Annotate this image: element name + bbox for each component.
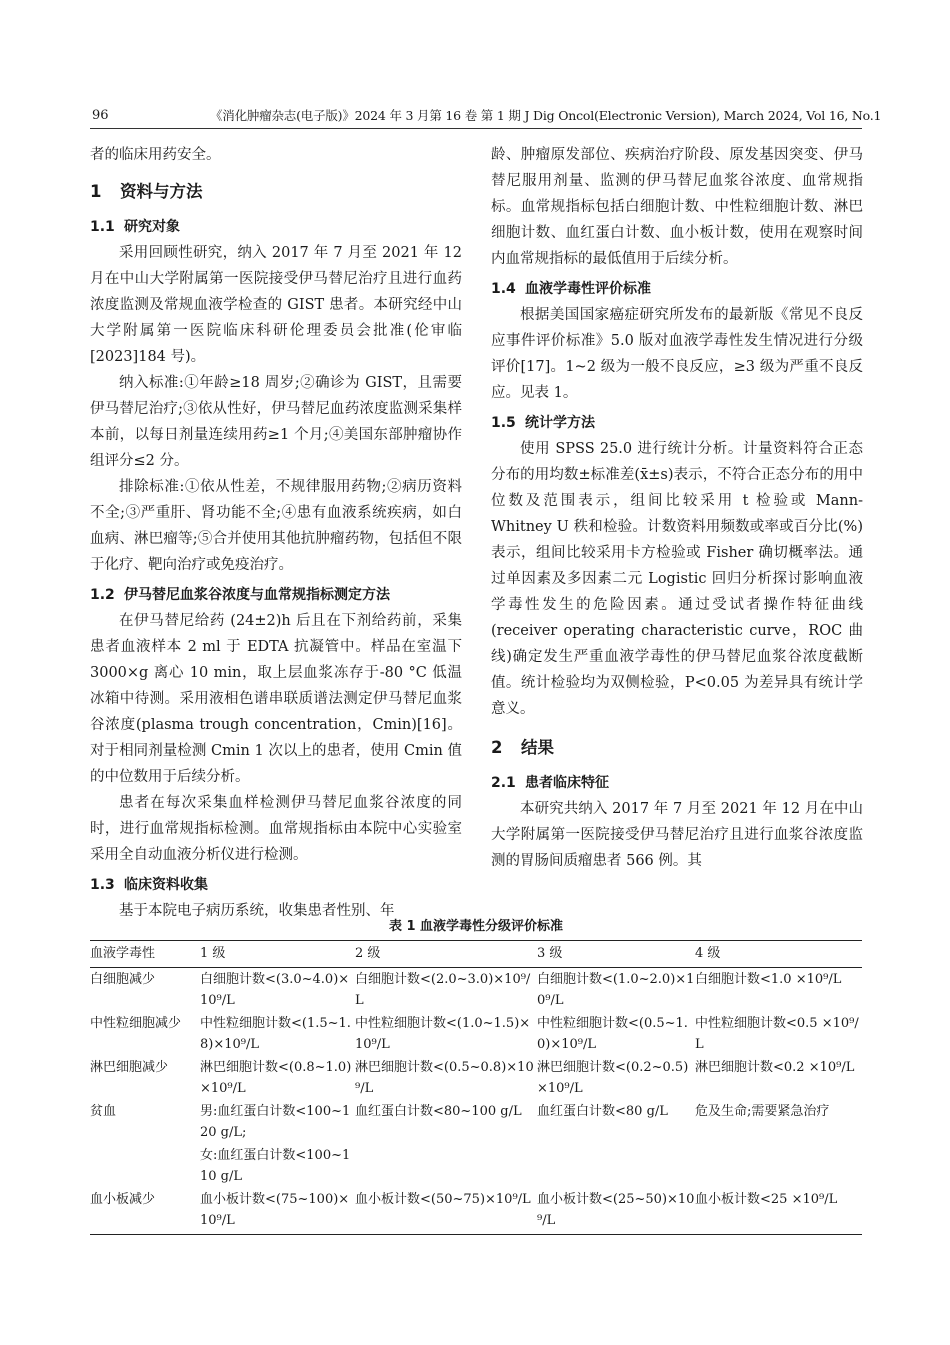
subsection-title: 研究对象 [124, 219, 180, 235]
table-header-cell: 3 级 [537, 941, 695, 968]
paragraph: 采用回顾性研究，纳入 2017 年 7 月至 2021 年 12 月在中山大学附属第一医院接受伊马替尼治疗且进行血药浓度监测及常规血液学检查的 GIST 患者。本研究经中山大学附属第一医院临床科研伦理委员会批准(伦审临[2023]184 号)。 [90, 245, 462, 365]
right-column [491, 142, 863, 874]
table-cell [537, 1144, 695, 1188]
table-cell: 中性粒细胞计数<(0.5~1.0)×10⁹/L [537, 1016, 688, 1052]
paragraph: 龄、肿瘤原发部位、疾病治疗阶段、原发基因突变、伊马替尼服用剂量、监测的伊马替尼血浆谷浓度、血常规指标。血常规指标包括白细胞计数、中性粒细胞计数、淋巴细胞计数、血红蛋白计数、血小板计数，使用在观察时间内血常规指标的最低值用于后续分析。 [491, 147, 863, 267]
subsection-number: 1.2 [90, 587, 115, 603]
table-cell: 白细胞计数<(3.0~4.0)×10⁹/L [200, 972, 350, 1008]
section-number: 2 [491, 738, 503, 757]
table-cell: 淋巴细胞减少 [90, 1060, 169, 1075]
table-row [90, 1056, 862, 1100]
paragraph: 使用 SPSS 25.0 进行统计分析。计量资料符合正态分布的用均数±标准差(x̄±s)表示，不符合正态分布的用中位数及范围表示，组间比较采用 t 检验或 Mann-Whitney U 秩和检验。计数资料用频数或率或百分比(%)表示，组间比较采用卡方检验或 Fisher 确切概率法。通过单因素及多因素二元 Logistic 回归分析探讨影响血液学毒性发生的危险因素。通过受试者操作特征曲线(receiver operating characteristic curve，ROC 曲线)确定发生严重血液学毒性的伊马替尼血浆谷浓度截断值。统计检验均为双侧检验，P<0.05 为差异具有统计学意义。 [491, 441, 863, 717]
subsection-heading [491, 276, 863, 302]
table-row [90, 1012, 862, 1056]
paragraph: 根据美国国家癌症研究所发布的最新版《常见不良反应事件评价标准》5.0 版对血液学毒性发生情况进行分级评价[17]。1~2 级为一般不良反应，≥3 级为严重不良反应。见表 1。 [491, 307, 863, 401]
table-header-cell: 1 级 [200, 941, 355, 968]
table-cell: 血小板计数<(50~75)×10⁹/L [355, 1188, 537, 1235]
subsection-title: 血液学毒性评价标准 [525, 281, 651, 297]
section-heading [491, 734, 863, 762]
paragraph: 纳入标准:①年龄≥18 周岁;②确诊为 GIST，且需要伊马替尼治疗;③依从性好，伊马替尼血药浓度监测采集样本前，以每日剂量连续用药≥1 个月;④美国东部肿瘤协作组评分≤2 分。 [90, 375, 462, 469]
table-cell: 血小板减少 [90, 1188, 200, 1235]
running-header: 《消化肿瘤杂志(电子版)》2024 年 3 月第 16 卷 第 1 期 J Dig Oncol(Electronic Version), March 2024, Vol 16, No.1 [210, 108, 882, 123]
subsection-number: 2.1 [491, 775, 516, 791]
paragraph: 者的临床用药安全。 [90, 147, 221, 163]
table-row [90, 1100, 862, 1144]
table-cell: 淋巴细胞计数<(0.5~0.8)×10⁹/L [355, 1060, 534, 1096]
table-cell: 血小板计数<(25~50)×10⁹/L [537, 1188, 695, 1235]
table-row [90, 968, 862, 1013]
header-divider [90, 128, 862, 129]
paragraph: 患者在每次采集血样检测伊马替尼血浆谷浓度的同时，进行血常规指标检测。血常规指标由本院中心实验室采用全自动血液分析仪进行检测。 [90, 795, 462, 863]
subsection-heading [491, 410, 863, 436]
table-cell: 男:血红蛋白计数<100~120 g/L; [200, 1104, 351, 1140]
table-cell: 白细胞计数<1.0 ×10⁹/L [695, 972, 842, 987]
section-heading [90, 178, 462, 206]
subsection-heading [491, 770, 863, 796]
paragraph: 本研究共纳入 2017 年 7 月至 2021 年 12 月在中山大学附属第一医院接受伊马替尼治疗且进行血浆谷浓度监测的胃肠间质瘤患者 566 例。其 [491, 801, 863, 869]
subsection-title: 临床资料收集 [124, 877, 208, 893]
table-cell: 血红蛋白计数<80~100 g/L [355, 1104, 522, 1119]
section-title: 结果 [521, 738, 554, 757]
table-cell [90, 1144, 200, 1188]
paragraph: 基于本院电子病历系统，收集患者性别、年 [119, 903, 395, 919]
table-cell [695, 1144, 862, 1188]
table-row [90, 1188, 862, 1235]
table-header-cell: 血液学毒性 [90, 941, 200, 968]
table-header-row [90, 941, 862, 968]
table-cell: 危及生命;需要紧急治疗 [695, 1104, 830, 1119]
subsection-title: 患者临床特征 [525, 775, 609, 791]
table-cell: 淋巴细胞计数<(0.8~1.0)×10⁹/L [200, 1060, 352, 1096]
table-cell: 白细胞减少 [90, 972, 156, 987]
table-row [90, 1144, 862, 1188]
subsection-title: 统计学方法 [525, 415, 595, 431]
table-cell [355, 1144, 537, 1188]
table-cell: 中性粒细胞减少 [90, 1016, 182, 1031]
subsection-number: 1.3 [90, 877, 115, 893]
table-cell: 女:血红蛋白计数<100~110 g/L [200, 1148, 351, 1184]
subsection-number: 1.4 [491, 281, 516, 297]
subsection-heading [90, 582, 462, 608]
paragraph: 排除标准:①依从性差，不规律服用药物;②病历资料不全;③严重肝、肾功能不全;④患有血液系统疾病，如白血病、淋巴瘤等;⑤合并使用其他抗肿瘤药物，包括但不限于化疗、靶向治疗或免疫治疗。 [90, 479, 462, 573]
table-header-cell: 2 级 [355, 941, 537, 968]
table-cell: 中性粒细胞计数<0.5 ×10⁹/L [695, 1016, 859, 1052]
left-column [90, 142, 462, 924]
table-cell: 淋巴细胞计数<(0.2~0.5)×10⁹/L [537, 1060, 689, 1096]
table-cell: 血小板计数<25 ×10⁹/L [695, 1188, 862, 1235]
paragraph: 在伊马替尼给药 (24±2)h 后且在下剂给药前，采集患者血液样本 2 ml 于 EDTA 抗凝管中。样品在室温下 3000×g 离心 10 min，取上层血浆冻存于-80 °C 低温冰箱中待测。采用液相色谱串联质谱法测定伊马替尼血浆谷浓度(plasma trough concentration，Cmin)[16]。对于相同剂量检测 Cmin 1 次以上的患者，使用 Cmin 值的中位数用于后续分析。 [90, 613, 462, 785]
table-caption: 表 1 血液学毒性分级评价标准 [388, 919, 564, 934]
subsection-heading [90, 214, 462, 240]
section-number: 1 [90, 182, 102, 201]
table-cell: 血小板计数<(75~100)×10⁹/L [200, 1188, 355, 1235]
section-title: 资料与方法 [120, 182, 203, 201]
grading-table [90, 940, 862, 1235]
subsection-heading [90, 872, 462, 898]
table-header-cell: 4 级 [695, 941, 862, 968]
table-cell: 血红蛋白计数<80 g/L [537, 1104, 668, 1119]
table-cell: 贫血 [90, 1104, 117, 1119]
subsection-number: 1.5 [491, 415, 516, 431]
table-cell: 淋巴细胞计数<0.2 ×10⁹/L [695, 1060, 855, 1075]
page-number: 96 [92, 108, 109, 123]
table-cell: 中性粒细胞计数<(1.5~1.8)×10⁹/L [200, 1016, 351, 1052]
subsection-number: 1.1 [90, 219, 115, 235]
table-cell: 白细胞计数<(1.0~2.0)×10⁹/L [537, 972, 695, 1008]
table-cell: 白细胞计数<(2.0~3.0)×10⁹/L [355, 972, 531, 1008]
subsection-title: 伊马替尼血浆谷浓度与血常规指标测定方法 [124, 587, 390, 603]
table-cell: 中性粒细胞计数<(1.0~1.5)×10⁹/L [355, 1016, 531, 1052]
